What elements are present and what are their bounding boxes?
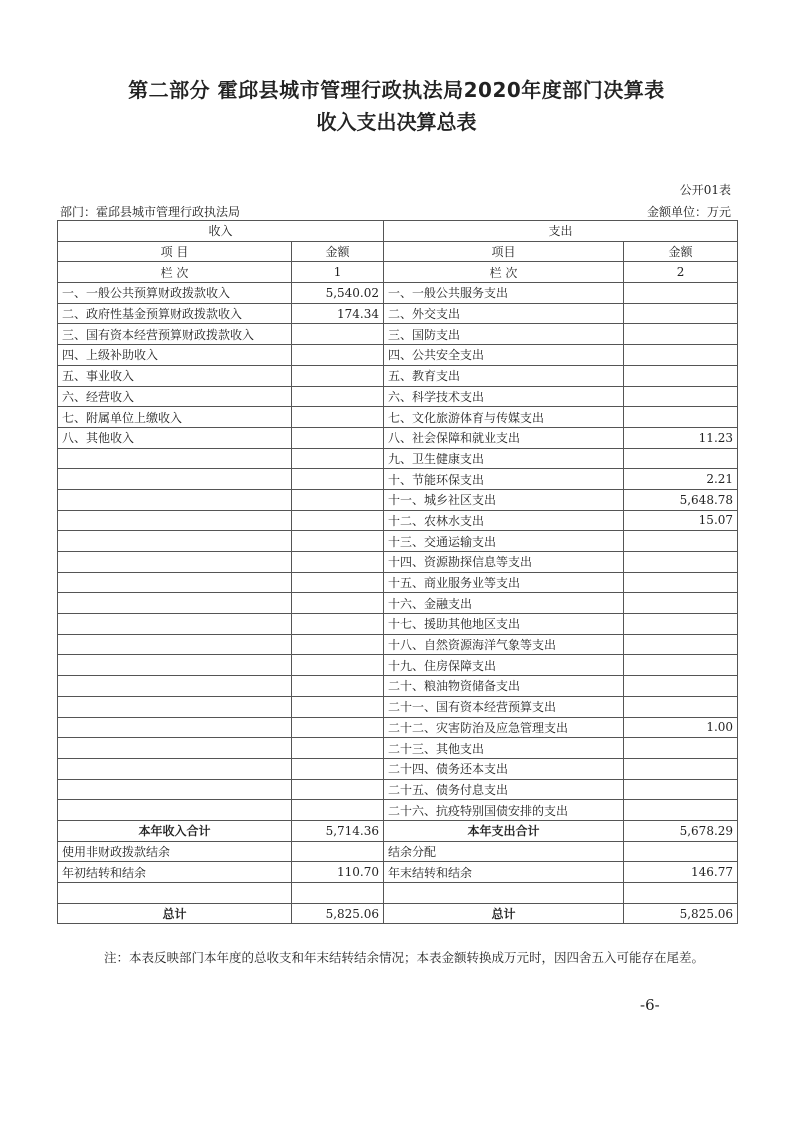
expense-item: 十、节能环保支出 — [384, 469, 624, 490]
expense-column-no-label: 栏 次 — [384, 262, 624, 283]
table-row — [58, 572, 738, 593]
income-amount: 5,540.02 — [292, 283, 384, 304]
table-row — [58, 448, 738, 469]
expense-item: 三、国防支出 — [384, 324, 624, 345]
expense-item: 十二、农林水支出 — [384, 510, 624, 531]
income-item — [58, 655, 292, 676]
income-item: 一、一般公共预算财政拨款收入 — [58, 283, 292, 304]
income-amount — [292, 758, 384, 779]
income-item — [58, 696, 292, 717]
table-row — [58, 552, 738, 573]
table-row — [58, 655, 738, 676]
year-income-total: 5,714.36 — [292, 820, 384, 841]
income-amount — [292, 676, 384, 697]
table-row — [58, 386, 738, 407]
nonfiscal-label: 使用非财政拨款结余 — [58, 841, 292, 862]
expense-amount: 11.23 — [624, 427, 738, 448]
table-row — [58, 469, 738, 490]
blank-row — [58, 883, 738, 904]
expense-item: 十四、资源勘探信息等支出 — [384, 552, 624, 573]
table-row — [58, 738, 738, 759]
expense-amount — [624, 303, 738, 324]
table-row — [58, 303, 738, 324]
expense-amount — [624, 800, 738, 821]
table-row — [58, 489, 738, 510]
expense-header: 支出 — [384, 221, 738, 242]
nonfiscal-amount — [292, 841, 384, 862]
table-row — [58, 634, 738, 655]
income-item: 八、其他收入 — [58, 427, 292, 448]
income-amount — [292, 345, 384, 366]
page-number: -6- — [640, 996, 660, 1014]
income-item: 六、经营收入 — [58, 386, 292, 407]
expense-item-header: 项目 — [384, 241, 624, 262]
expense-item: 十三、交通运输支出 — [384, 531, 624, 552]
income-header: 收入 — [58, 221, 384, 242]
income-amount — [292, 365, 384, 386]
income-amount — [292, 696, 384, 717]
table-row — [58, 593, 738, 614]
income-amount — [292, 779, 384, 800]
income-item — [58, 676, 292, 697]
income-item — [58, 531, 292, 552]
income-item — [58, 510, 292, 531]
expense-amount — [624, 696, 738, 717]
income-item — [58, 552, 292, 573]
table-row — [58, 676, 738, 697]
table-code: 公开01表 — [679, 183, 731, 197]
table-row — [58, 365, 738, 386]
expense-item: 一、一般公共服务支出 — [384, 283, 624, 304]
income-amount — [292, 531, 384, 552]
income-item — [58, 758, 292, 779]
expense-amount — [624, 779, 738, 800]
expense-item: 二十二、灾害防治及应急管理支出 — [384, 717, 624, 738]
expense-item: 二十六、抗疫特别国债安排的支出 — [384, 800, 624, 821]
income-item: 三、国有资本经营预算财政拨款收入 — [58, 324, 292, 345]
header-row-section — [58, 221, 738, 242]
department-label: 部门：霍邱县城市管理行政执法局 — [60, 205, 241, 219]
income-column-no: 1 — [292, 262, 384, 283]
income-amount — [292, 614, 384, 635]
carryover-row — [58, 862, 738, 883]
expense-item: 二十一、国有资本经营预算支出 — [384, 696, 624, 717]
income-item — [58, 717, 292, 738]
expense-item: 二十四、债务还本支出 — [384, 758, 624, 779]
year-expense-total: 5,678.29 — [624, 820, 738, 841]
expense-amount — [624, 324, 738, 345]
table-row — [58, 283, 738, 304]
footnote: 注：本表反映部门本年度的总收支和年末结转结余情况；本表金额转换成万元时，因四舍五入可能存在尾差。 — [104, 950, 705, 965]
table-row — [58, 345, 738, 366]
year-income-total-label: 本年收入合计 — [58, 820, 292, 841]
expense-amount — [624, 572, 738, 593]
income-amount — [292, 800, 384, 821]
income-amount — [292, 489, 384, 510]
income-amount-header: 金额 — [292, 241, 384, 262]
expense-item: 十一、城乡社区支出 — [384, 489, 624, 510]
income-item: 四、上级补助收入 — [58, 345, 292, 366]
header-row-columns — [58, 241, 738, 262]
table-row — [58, 758, 738, 779]
income-amount — [292, 552, 384, 573]
expense-item: 十六、金融支出 — [384, 593, 624, 614]
nonfiscal-row — [58, 841, 738, 862]
income-amount — [292, 572, 384, 593]
year-expense-total-label: 本年支出合计 — [384, 820, 624, 841]
expense-amount — [624, 386, 738, 407]
end-balance-label: 年末结转和结余 — [384, 862, 624, 883]
table-row — [58, 779, 738, 800]
table-row — [58, 427, 738, 448]
expense-item: 七、文化旅游体育与传媒支出 — [384, 407, 624, 428]
expense-amount: 15.07 — [624, 510, 738, 531]
income-amount — [292, 386, 384, 407]
income-amount — [292, 324, 384, 345]
income-column-no-label: 栏 次 — [58, 262, 292, 283]
expense-amount — [624, 614, 738, 635]
distribution-amount — [624, 841, 738, 862]
expense-item: 二十、粮油物资储备支出 — [384, 676, 624, 697]
income-item — [58, 738, 292, 759]
income-item-header: 项 目 — [58, 241, 292, 262]
income-item — [58, 779, 292, 800]
expense-item: 二、外交支出 — [384, 303, 624, 324]
expense-item: 六、科学技术支出 — [384, 386, 624, 407]
expense-item: 八、社会保障和就业支出 — [384, 427, 624, 448]
income-item — [58, 469, 292, 490]
income-item — [58, 800, 292, 821]
expense-item: 十五、商业服务业等支出 — [384, 572, 624, 593]
income-amount — [292, 407, 384, 428]
expense-amount — [624, 365, 738, 386]
header-row-column-numbers — [58, 262, 738, 283]
expense-amount-header: 金额 — [624, 241, 738, 262]
table-row — [58, 407, 738, 428]
expense-item: 九、卫生健康支出 — [384, 448, 624, 469]
income-item: 五、事业收入 — [58, 365, 292, 386]
expense-column-no: 2 — [624, 262, 738, 283]
expense-item: 五、教育支出 — [384, 365, 624, 386]
expense-item: 十九、住房保障支出 — [384, 655, 624, 676]
income-item: 二、政府性基金预算财政拨款收入 — [58, 303, 292, 324]
income-item: 七、附属单位上缴收入 — [58, 407, 292, 428]
expense-amount — [624, 552, 738, 573]
expense-amount — [624, 407, 738, 428]
expense-amount — [624, 758, 738, 779]
table-row — [58, 531, 738, 552]
expense-item: 四、公共安全支出 — [384, 345, 624, 366]
income-item — [58, 634, 292, 655]
income-amount — [292, 469, 384, 490]
table-row — [58, 800, 738, 821]
income-amount — [292, 655, 384, 676]
income-item — [58, 572, 292, 593]
expense-amount: 5,648.78 — [624, 489, 738, 510]
income-amount: 174.34 — [292, 303, 384, 324]
year-total-row — [58, 820, 738, 841]
income-amount — [292, 593, 384, 614]
income-item — [58, 489, 292, 510]
income-item — [58, 593, 292, 614]
income-amount — [292, 717, 384, 738]
distribution-label: 结余分配 — [384, 841, 624, 862]
expense-amount — [624, 448, 738, 469]
expense-amount: 1.00 — [624, 717, 738, 738]
expense-amount — [624, 345, 738, 366]
table-row — [58, 510, 738, 531]
expense-item: 二十五、债务付息支出 — [384, 779, 624, 800]
begin-balance-label: 年初结转和结余 — [58, 862, 292, 883]
table-row — [58, 324, 738, 345]
budget-summary-table — [57, 220, 738, 924]
expense-amount — [624, 634, 738, 655]
unit-label: 金额单位：万元 — [646, 205, 731, 219]
table-row — [58, 717, 738, 738]
expense-amount: 2.21 — [624, 469, 738, 490]
expense-item: 十八、自然资源海洋气象等支出 — [384, 634, 624, 655]
begin-balance-amount: 110.70 — [292, 862, 384, 883]
table-row — [58, 696, 738, 717]
expense-amount — [624, 676, 738, 697]
income-amount — [292, 510, 384, 531]
income-amount — [292, 427, 384, 448]
income-amount — [292, 634, 384, 655]
income-amount — [292, 738, 384, 759]
grand-income-total: 5,825.06 — [292, 903, 384, 924]
grand-expense-total: 5,825.06 — [624, 903, 738, 924]
expense-item: 十七、援助其他地区支出 — [384, 614, 624, 635]
expense-amount — [624, 283, 738, 304]
income-amount — [292, 448, 384, 469]
expense-amount — [624, 738, 738, 759]
end-balance-amount: 146.77 — [624, 862, 738, 883]
income-item — [58, 614, 292, 635]
grand-income-label: 总计 — [58, 903, 292, 924]
expense-amount — [624, 531, 738, 552]
grand-total-row — [58, 903, 738, 924]
expense-amount — [624, 593, 738, 614]
table-row — [58, 614, 738, 635]
income-item — [58, 448, 292, 469]
expense-amount — [624, 655, 738, 676]
document-title: 第二部分 霍邱县城市管理行政执法局2020年度部门决算表 — [128, 78, 665, 102]
table-title: 收入支出决算总表 — [316, 110, 477, 134]
expense-item: 二十三、其他支出 — [384, 738, 624, 759]
grand-expense-label: 总计 — [384, 903, 624, 924]
